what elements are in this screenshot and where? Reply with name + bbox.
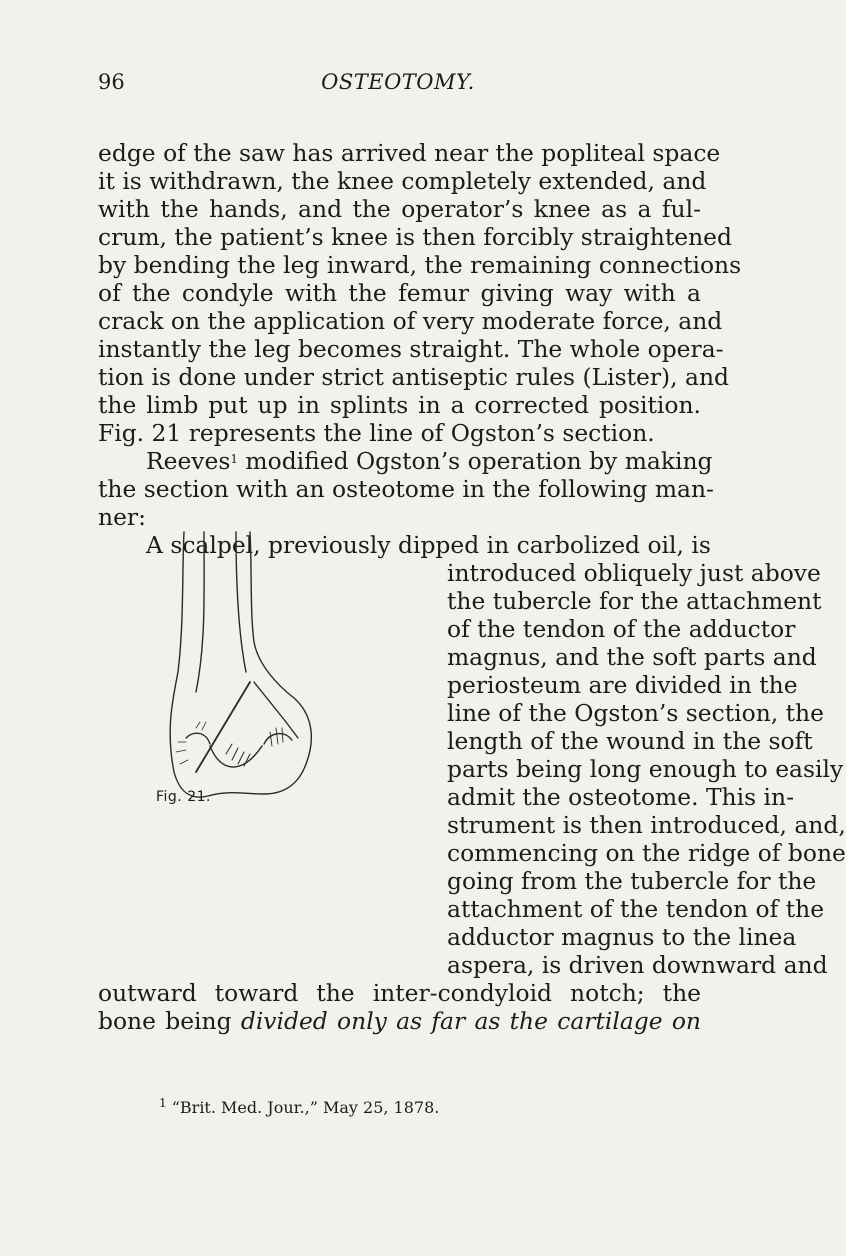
text-line: adductor magnus to the linea: [447, 923, 797, 951]
figure-caption: Fig. 21.: [156, 789, 211, 805]
text-line: the tubercle for the attachment: [447, 587, 822, 615]
text-run: modified Ogston’s operation by making: [238, 447, 713, 475]
text-line: it is withdrawn, the knee completely extended, and: [98, 167, 707, 195]
text-line: with the hands, and the operator’s knee as a ful-: [98, 195, 701, 223]
text-line: commencing on the ridge of bone: [447, 839, 846, 867]
text-line: instantly the leg becomes straight. The whole opera-: [98, 335, 724, 363]
footnote-marker: 1: [159, 1096, 167, 1110]
footnote: [159, 1098, 439, 1117]
text-line: the section with an osteotome in the following man-: [98, 475, 714, 503]
italic-run: divided only as far as the cartilage on: [240, 1007, 702, 1035]
text-line: crack on the application of very moderate force, and: [98, 307, 723, 335]
text-line: going from the tubercle for the: [447, 867, 817, 895]
text-line: edge of the saw has arrived near the popliteal space: [98, 139, 721, 167]
text-line: of the condyle with the femur giving way with a: [98, 279, 701, 307]
text-line: tion is done under strict antiseptic rules (Lister), and: [98, 363, 730, 391]
knee-bone-drawing: [166, 532, 328, 1032]
text-line: ner:: [98, 503, 146, 531]
text-line: the limb put up in splints in a corrected position.: [98, 391, 701, 419]
text-line: line of the Ogston’s section, the: [447, 699, 824, 727]
text-line: magnus, and the soft parts and: [447, 643, 817, 671]
text-line: periosteum are divided in the: [447, 671, 798, 699]
text-line: introduced obliquely just above: [447, 559, 821, 587]
text-line: [146, 447, 713, 475]
text-line: A scalpel, previously dipped in carbolized oil, is: [146, 531, 711, 559]
text-line: outward toward the inter-condyloid notch; the: [98, 979, 701, 1007]
text-line: crum, the patient’s knee is then forcibly straightened: [98, 223, 732, 251]
text-line: admit the osteotome. This in-: [447, 783, 794, 811]
text-line: of the tendon of the adductor: [447, 615, 796, 643]
text-line: length of the wound in the soft: [447, 727, 813, 755]
text-line: by bending the leg inward, the remaining connections: [98, 251, 742, 279]
text-line: parts being long enough to easily: [447, 755, 844, 783]
text-run: bone being: [98, 1007, 241, 1035]
text-line: strument is then introduced, and,: [447, 811, 846, 839]
footnote-text: “Brit. Med. Jour.,” May 25, 1878.: [166, 1098, 440, 1117]
text-line: aspera, is driven downward and: [447, 951, 828, 979]
running-title: OSTEOTOMY.: [321, 70, 475, 94]
footnote-ref: 1: [230, 452, 238, 466]
text-line: attachment of the tendon of the: [447, 895, 825, 923]
page-header: [98, 70, 698, 100]
page-number: 96: [98, 70, 125, 94]
figure-21-illustration: [166, 592, 328, 788]
author-name: Reeves: [146, 447, 231, 475]
text-line: Fig. 21 represents the line of Ogston’s section.: [98, 419, 655, 447]
